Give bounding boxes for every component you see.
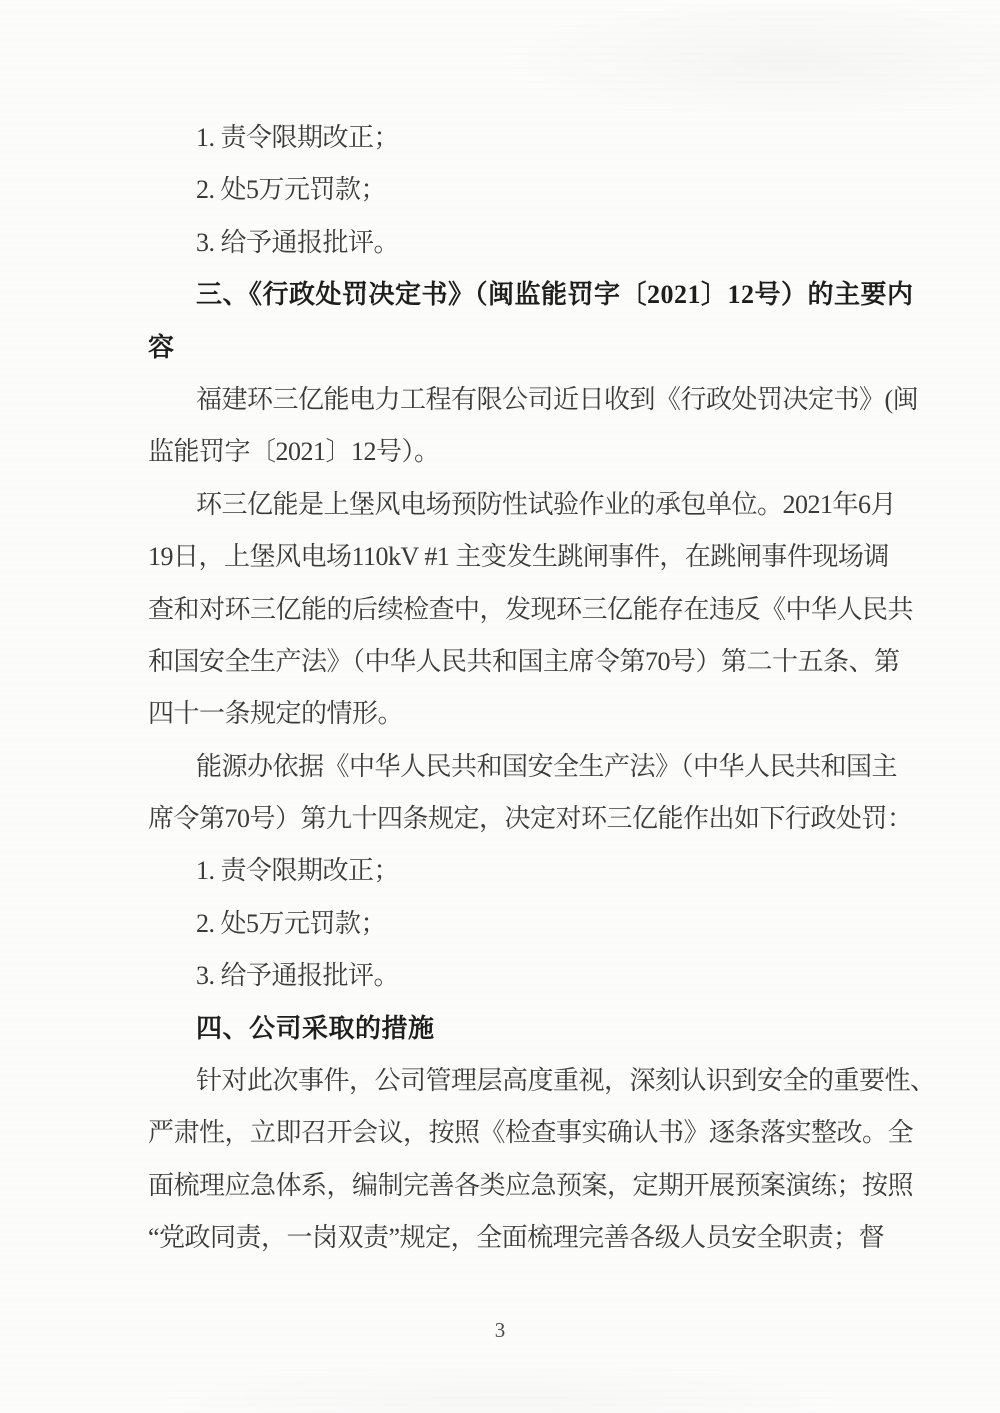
text-line: 针对此次事件，公司管理层高度重视，深刻认识到安全的重要性、 — [196, 1066, 936, 1096]
section-heading-line: 三、《行政处罚决定书》（闽监能罚字〔2021〕12号）的主要内 — [196, 280, 914, 310]
text-line: 四十一条规定的情形。 — [148, 699, 404, 729]
text-line: 严肃性，立即召开会议，按照《检查事实确认书》逐条落实整改。全 — [148, 1118, 914, 1148]
page-number: 3 — [494, 1318, 506, 1342]
text-line: 3. 给予通报批评。 — [196, 961, 400, 991]
text-line: 和国安全生产法》（中华人民共和国主席令第70号）第二十五条、第 — [148, 646, 900, 676]
text-line: 19日，上堡风电场110kV #1 主变发生跳闸事件，在跳闸事件现场调 — [148, 542, 889, 572]
text-line: 查和对环三亿能的后续检查中，发现环三亿能存在违反《中华人民共 — [148, 594, 914, 624]
text-line: 环三亿能是上堡风电场预防性试验作业的承包单位。2021年6月 — [196, 489, 897, 519]
text-line: 能源办依据《中华人民共和国安全生产法》（中华人民共和国主 — [196, 751, 898, 781]
text-line: 2. 处5万元罚款； — [196, 175, 387, 205]
text-line: 2. 处5万元罚款； — [196, 908, 387, 938]
text-line: 3. 给予通报批评。 — [196, 227, 400, 257]
text-line: 面梳理应急体系，编制完善各类应急预案，定期开展预案演练；按照 — [148, 1170, 914, 1200]
text-line: 1. 责令限期改正； — [196, 856, 400, 886]
text-line: “党政同责，一岗双责”规定，全面梳理完善各级人员安全职责；督 — [148, 1223, 885, 1253]
text-line: 席令第70号）第九十四条规定，决定对环三亿能作出如下行政处罚： — [148, 804, 913, 834]
text-line: 监能罚字〔2021〕12号）。 — [148, 437, 440, 467]
text-line: 1. 责令限期改正； — [196, 123, 400, 152]
text-line: 福建环三亿能电力工程有限公司近日收到《行政处罚决定书》(闽 — [196, 384, 919, 414]
section-heading-line: 四、公司采取的措施 — [196, 1013, 435, 1043]
document-body — [148, 112, 936, 1265]
section-heading-line: 容 — [148, 332, 175, 362]
